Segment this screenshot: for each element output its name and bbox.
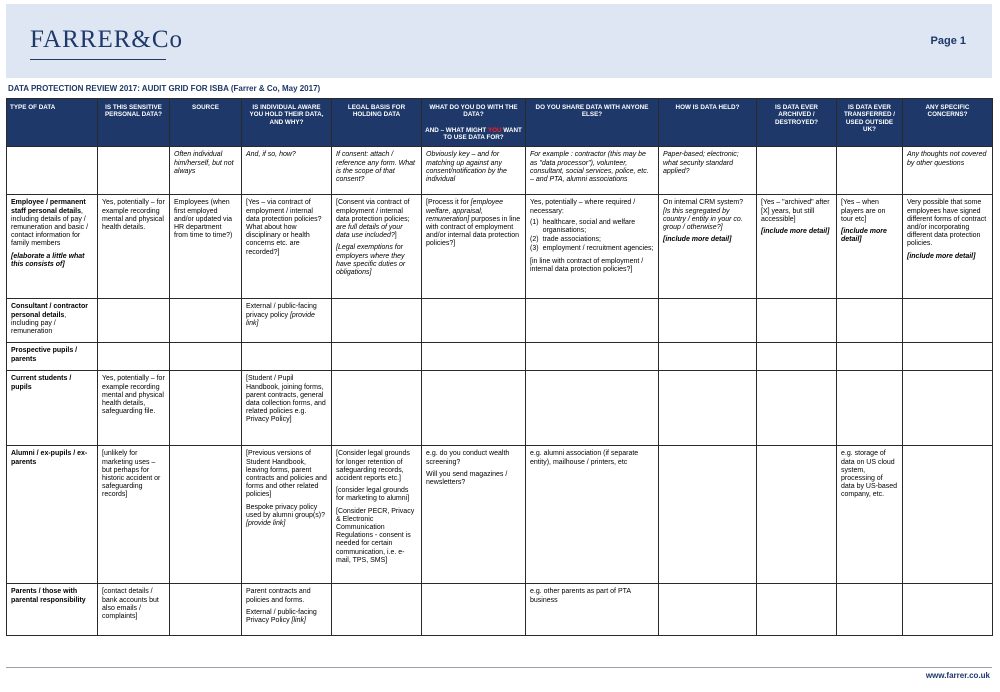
table-cell: [Process it for [employee welfare, appraisal, remuneration] purposes in line with contract of employment and/or internal data protection policies?] (422, 195, 526, 299)
table-row (7, 446, 993, 584)
table-row (7, 584, 993, 636)
row-label: Alumni / ex-pupils / ex-parents (7, 446, 98, 584)
table-cell (422, 299, 526, 343)
table-row (7, 299, 993, 343)
header-band (6, 4, 992, 78)
table-cell: [Student / Pupil Handbook, joining forms, parent contracts, general data collection forms, and related policies e.g. Privacy Policy] (242, 371, 332, 446)
hint-cell: Any thoughts not covered by other questions (903, 147, 993, 195)
table-cell (170, 446, 242, 584)
table-cell (757, 446, 837, 584)
col-header-legal-basis: LEGAL BASIS FOR HOLDING DATA (332, 99, 422, 147)
hint-cell: If consent: attach / reference any form. What is the scope of that consent? (332, 147, 422, 195)
table-cell: [unlikely for marketing uses – but perhaps for historic accident or safeguarding records] (98, 446, 170, 584)
logo-underline (30, 59, 166, 60)
table-cell (422, 343, 526, 371)
col-header-use (422, 99, 526, 147)
audit-grid-table (6, 98, 993, 636)
table-cell: On internal CRM system? [Is this segregated by country / entity in your co. group / otherwise?] [include more detail] (659, 195, 757, 299)
table-cell (659, 343, 757, 371)
table-cell (422, 584, 526, 636)
red-you-text: YOU (487, 126, 502, 134)
row-label: Employee / permanent staff personal details, including details of pay / remuneration and basic / contact information for family members [elaborate a little what this consists of] (7, 195, 98, 299)
list-item: (3) employment / recruitment agencies; (530, 245, 654, 253)
hint-cell (757, 147, 837, 195)
col-header-source: SOURCE (170, 99, 242, 147)
table-cell: Yes, potentially – for example recording mental and physical health details. (98, 195, 170, 299)
table-cell (422, 371, 526, 446)
table-cell: [Yes – via contract of employment / internal data protection policies? What about how disciplinary or health concerns etc. are recorded?] (242, 195, 332, 299)
table-cell (659, 299, 757, 343)
col-header-sensitive: IS THIS SENSITIVE PERSONAL DATA? (98, 99, 170, 147)
hint-cell (98, 147, 170, 195)
table-cell: [Yes – when players are on tour etc] [include more detail] (837, 195, 903, 299)
table-cell: Yes, potentially – for example recording mental and physical health details, safeguarding file. (98, 371, 170, 446)
table-cell (903, 584, 993, 636)
hint-cell: Obviously key – and for matching up against any consent/notification by the individual (422, 147, 526, 195)
table-cell: e.g. other parents as part of PTA business (526, 584, 659, 636)
col-header-share: DO YOU SHARE DATA WITH ANYONE ELSE? (526, 99, 659, 147)
table-cell (837, 371, 903, 446)
list-item: (1) healthcare, social and welfare organisations; (530, 218, 636, 234)
hint-cell (7, 147, 98, 195)
table-cell: [contact details / bank accounts but also emails / complaints] (98, 584, 170, 636)
table-cell (332, 343, 422, 371)
table-row (7, 343, 993, 371)
table-cell: Very possible that some employees have signed different forms of contract and/or incorporating different data protection policies. [include more detail] (903, 195, 993, 299)
table-cell (837, 584, 903, 636)
col-header-archived: IS DATA EVER ARCHIVED / DESTROYED? (757, 99, 837, 147)
table-cell (903, 446, 993, 584)
footer-url: www.farrer.co.uk (925, 671, 990, 680)
share-list (530, 219, 654, 254)
col-header-aware: IS INDIVIDUAL AWARE YOU HOLD THEIR DATA, AND WHY? (242, 99, 332, 147)
hint-cell: And, if so, how? (242, 147, 332, 195)
elaborate-note: [elaborate a little what this consists of] (11, 252, 85, 268)
table-cell (903, 343, 993, 371)
header-row (7, 99, 993, 147)
table-cell (757, 343, 837, 371)
table-cell (526, 371, 659, 446)
table-cell (757, 584, 837, 636)
table-cell (526, 343, 659, 371)
table-cell (757, 299, 837, 343)
table-cell: Yes, potentially – where required / necessary: (1) healthcare, social and welfare organisations; (2) trade associations; (3) employment / recruitment agencies; [in line with contract of employment / internal data protection policies?] (526, 195, 659, 299)
table-cell: e.g. alumni association (if separate entity), mailhouse / printers, etc (526, 446, 659, 584)
table-row (7, 371, 993, 446)
table-cell: [Consent via contract of employment / internal data protection policies; are full details of your data use included?] [Legal exemptions for employers where they have specific duties or obligations] (332, 195, 422, 299)
list-item: (2) trade associations; (530, 236, 601, 244)
table-cell (98, 343, 170, 371)
row-label: Current students / pupils (7, 371, 98, 446)
table-cell (98, 299, 170, 343)
table-cell (837, 299, 903, 343)
document-title: DATA PROTECTION REVIEW 2017: AUDIT GRID FOR ISBA (Farrer & Co, May 2017) (8, 84, 321, 93)
table-cell (903, 299, 993, 343)
table-cell (242, 343, 332, 371)
table-cell (332, 371, 422, 446)
table-cell (837, 343, 903, 371)
col-header-concerns: ANY SPECIFIC CONCERNS? (903, 99, 993, 147)
table-cell (170, 371, 242, 446)
footer-divider (6, 667, 992, 668)
col-header-held: HOW IS DATA HELD? (659, 99, 757, 147)
table-cell: e.g. storage of data on US cloud system, processing of data by US-based company, etc. (837, 446, 903, 584)
table-cell (659, 584, 757, 636)
col-header-use-line1: WHAT DO YOU DO WITH THE DATA? (429, 104, 518, 119)
table-cell (757, 371, 837, 446)
table-cell (332, 299, 422, 343)
table-cell (659, 371, 757, 446)
table-cell: [Previous versions of Student Handbook, leaving forms, parent contracts and policies and forms and other related policies] Bespoke privacy policy used by alumni group(s)? [provide link] (242, 446, 332, 584)
table-cell (170, 343, 242, 371)
hint-row (7, 147, 993, 195)
col-header-use-line2: AND – WHAT MIGHT YOU WANT TO USE DATA FOR? (425, 126, 522, 142)
table-cell (526, 299, 659, 343)
col-header-transferred: IS DATA EVER TRANSFERRED / USED OUTSIDE UK? (837, 99, 903, 147)
table-cell: [Consider legal grounds for longer retention of safeguarding records, accident reports etc.] [consider legal grounds for marketing to alumni] [Consider PECR, Privacy & Electronic Communication Regulations - consent is needed for certain communication, i.e. e-mail, TPS, SMS] (332, 446, 422, 584)
row-label: Prospective pupils / parents (7, 343, 98, 371)
page-number: Page 1 (930, 35, 966, 47)
table-cell (170, 299, 242, 343)
table-cell: Employees (when first employed and/or updated via HR department from time to time?) (170, 195, 242, 299)
farrer-logo: FARRER&Co (30, 26, 184, 53)
table-cell (659, 446, 757, 584)
col-header-type: TYPE OF DATA (7, 99, 98, 147)
table-row (7, 195, 993, 299)
table-cell: e.g. do you conduct wealth screening? Will you send magazines / newsletters? (422, 446, 526, 584)
hint-cell (837, 147, 903, 195)
table-cell (170, 584, 242, 636)
row-label: Parents / those with parental responsibility (7, 584, 98, 636)
table-cell: External / public-facing privacy policy [provide link] (242, 299, 332, 343)
table-cell (332, 584, 422, 636)
hint-cell: Paper-based; electronic; what security standard applied? (659, 147, 757, 195)
hint-cell: For example : contractor (this may be as "data processor"), volunteer, consultant, social services, police, etc. – and PTA, alumni associations (526, 147, 659, 195)
table-cell: Parent contracts and policies and forms. External / public-facing Privacy Policy [link] (242, 584, 332, 636)
table-cell: [Yes – "archived" after [X] years, but still accessible] [include more detail] (757, 195, 837, 299)
hint-cell: Often individual him/herself, but not always (170, 147, 242, 195)
row-label: Consultant / contractor personal details, including pay / remuneration (7, 299, 98, 343)
table-cell (903, 371, 993, 446)
